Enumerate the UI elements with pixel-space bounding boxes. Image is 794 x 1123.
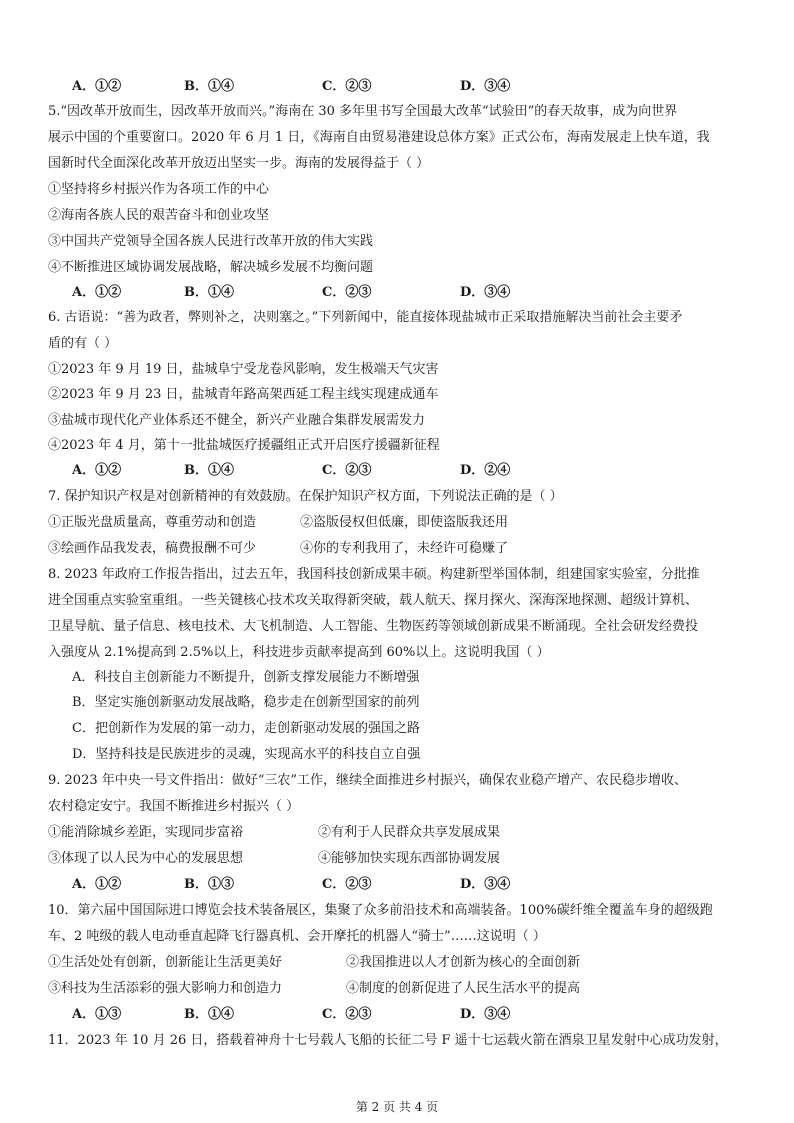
q9-item: ①能消除城乡差距，实现同步富裕 [48,825,244,840]
q7-item: ②盗版侵权但低廉，即使盗版我还用 [300,515,509,530]
page-footer: 第 2 页 共 4 页 [355,1100,439,1114]
q11-stem-line: 11．2023 年 10 月 26 日，搭载着神舟十七号载人飞船的长征二号 F 遥十七运载火箭在酒泉卫星发射中心成功发射， [48,1033,728,1048]
option-a: A．①③ [72,1007,122,1022]
option-a: A．①② [72,877,122,892]
q6-item: ④2023 年 4 月，第十一批盐城医疗援疆组正式开启医疗援疆新征程 [48,438,440,453]
q8-choice-d: D．坚持科技是民族进步的灵魂，实现高水平的科技自立自强 [72,747,421,762]
q10-stem-line: 10．第六届中国国际进口博览会技术装备展区，集聚了众多前沿技术和高端装备。100%碳纤维全覆盖车身的超级跑 [48,903,713,918]
option-d: D．③④ [460,877,511,892]
q5-item: ③中国共产党领导全国各族人民进行改革开放的伟大实践 [48,234,374,249]
q8-choice-a: A．科技自主创新能力不断提升，创新支撑发展能力不断增强 [72,670,420,685]
q5-item: ②海南各族人民的艰苦奋斗和创业攻坚 [48,208,270,223]
q5-stem-line: 国新时代全面深化改革开放迈出坚实一步。海南的发展得益于（ ） [48,156,430,171]
q9-item: ②有利于人民群众共享发展成果 [318,825,501,840]
q6-item: ①2023 年 9 月 19 日，盐城阜宁受龙卷风影响，发生极端天气灾害 [48,362,439,377]
q6-stem-line: 6. 古语说：“善为政者，弊则补之，决则塞之。”下列新闻中，能直接体现盐城市正采取措施解决当前社会主要矛 [48,310,683,325]
q6-item: ②2023 年 9 月 23 日，盐城青年路高架西延工程主线实现建成通车 [48,387,439,402]
option-b: B．①③ [184,877,235,892]
q9-stem-line: 农村稳定安宁。我国不断推进乡村振兴（ ） [48,799,300,814]
q6-item: ③盐城市现代化产业体系还不健全，新兴产业融合集群发展需发力 [48,413,426,428]
q10-item: ④制度的创新促进了人民生活水平的提高 [346,981,581,996]
option-d: D．③④ [460,285,511,300]
option-b: B．①④ [184,285,235,300]
option-a: A．①② [72,285,122,300]
q9-stem-line: 9. 2023 年中央一号文件指出：做好“三农”工作，继续全面推进乡村振兴，确保农业稳产增产、农民稳步增收、 [48,773,688,788]
q9-item: ④能够加快实现东西部协调发展 [318,851,501,866]
q9-item: ③体现了以人民为中心的发展思想 [48,851,244,866]
q5-stem-line: 5.“因改革开放而生，因改革开放而兴。”海南在 30 多年里书写全国最大改革“试验田”的春天故事，成为向世界 [48,104,678,119]
q10-item: ③科技为生活添彩的强大影响力和创造力 [48,981,283,996]
option-d: D．③④ [460,1007,511,1022]
q7-stem-line: 7. 保护知识产权是对创新精神的有效鼓励。在保护知识产权方面，下列说法正确的是（ ） [48,489,563,504]
q10-item: ②我国推进以人才创新为核心的全面创新 [346,955,581,970]
option-c: C．②③ [322,877,372,892]
q8-choice-b: B．坚定实施创新驱动发展战略，稳步走在创新型国家的前列 [72,695,420,710]
q7-item: ④你的专利我用了，未经许可稳赚了 [300,541,509,556]
q5-item: ④不断推进区域协调发展战略，解决城乡发展不均衡问题 [48,260,374,275]
option-d: D．③④ [460,79,511,94]
q8-stem-line: 入强度从 2.1%提高到 2.5%以上，科技进步贡献率提高到 60%以上。这说明我国（ ） [48,645,550,660]
option-b: B．①④ [184,1007,235,1022]
option-c: C．②③ [322,285,372,300]
q8-stem-line: 进全国重点实验室重组。一些关键核心技术攻关取得新突破，载人航天、探月探火、深海深地探测、超级计算机、 [48,593,699,608]
option-c: C．②③ [322,463,372,478]
option-c: C．②③ [322,1007,372,1022]
option-a: A．①② [72,79,122,94]
q5-stem-line: 展示中国的个重要窗口。2020 年 6 月 1 日，《海南自由贸易港建设总体方案》正式公布，海南发展走上快车道，我 [48,130,710,145]
option-c: C．②③ [322,79,372,94]
q10-stem-line: 车、2 吨级的载人电动垂直起降飞行器真机、会开摩托的机器人“骑士”……这说明（ ） [48,929,546,944]
option-b: B．①④ [184,79,235,94]
q10-item: ①生活处处有创新，创新能让生活更美好 [48,955,283,970]
q6-stem-line: 盾的有（ ） [48,336,118,351]
q7-item: ①正版光盘质量高，尊重劳动和创造 [48,515,257,530]
q8-choice-c: C．把创新作为发展的第一动力，走创新驱动发展的强国之路 [72,721,420,736]
option-a: A．①② [72,463,122,478]
q8-stem-line: 卫星导航、量子信息、核电技术、大飞机制造、人工智能、生物医药等领域创新成果不断涌现。全社会研发经费投 [48,619,699,634]
q5-item: ①坚持将乡村振兴作为各项工作的中心 [48,182,270,197]
q7-item: ③绘画作品我发表，稿费报酬不可少 [48,541,257,556]
option-d: D．②④ [460,463,511,478]
option-b: B．①④ [184,463,235,478]
q8-stem-line: 8. 2023 年政府工作报告指出，过去五年，我国科技创新成果丰硕。构建新型举国体制，组建国家实验室，分批推 [48,567,700,582]
